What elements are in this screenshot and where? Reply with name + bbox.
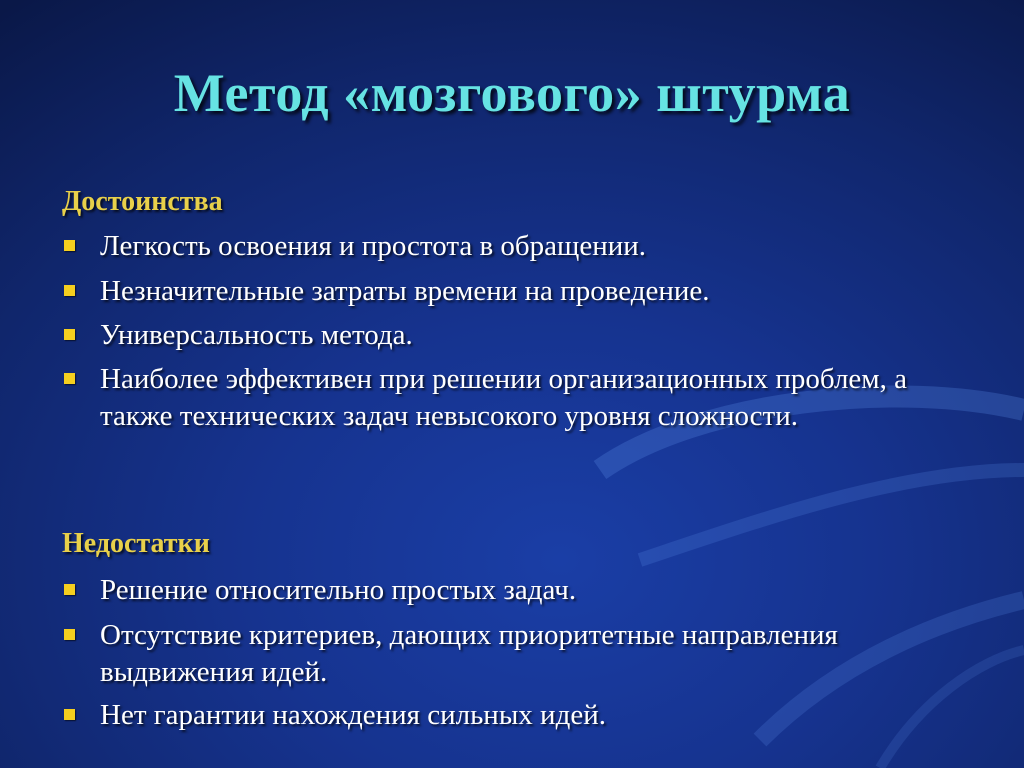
- square-bullet-icon: [64, 629, 75, 640]
- advantage-text: Универсальность метода.: [100, 319, 413, 351]
- square-bullet-icon: [64, 329, 75, 340]
- square-bullet-icon: [64, 584, 75, 595]
- advantage-text: Незначительные затраты времени на проведение.: [100, 275, 710, 307]
- advantage-text: Легкость освоения и простота в обращении.: [100, 230, 647, 262]
- disadvantage-text: Нет гарантии нахождения сильных идей.: [100, 699, 606, 731]
- list-item: [62, 317, 962, 354]
- list-item: [62, 572, 962, 609]
- advantage-text: Наиболее эффективен при решении организационных проблем, а также технических задач невысокого уровня сложности.: [100, 363, 908, 432]
- square-bullet-icon: [64, 240, 75, 251]
- list-item: [62, 617, 962, 691]
- disadvantages-heading: Недостатки: [62, 528, 210, 559]
- disadvantages-list: [62, 572, 962, 734]
- square-bullet-icon: [64, 373, 75, 384]
- disadvantage-text: Отсутствие критериев, дающих приоритетные направления выдвижения идей.: [100, 619, 838, 688]
- list-item: [62, 361, 962, 435]
- disadvantage-text: Решение относительно простых задач.: [100, 574, 577, 606]
- list-item: [62, 697, 962, 734]
- advantages-heading: Достоинства: [62, 186, 223, 217]
- list-item: [62, 228, 962, 265]
- advantages-list: [62, 228, 962, 435]
- list-item: [62, 273, 962, 310]
- square-bullet-icon: [64, 709, 75, 720]
- slide-title: Метод «мозгового» штурма: [173, 63, 851, 123]
- square-bullet-icon: [64, 285, 75, 296]
